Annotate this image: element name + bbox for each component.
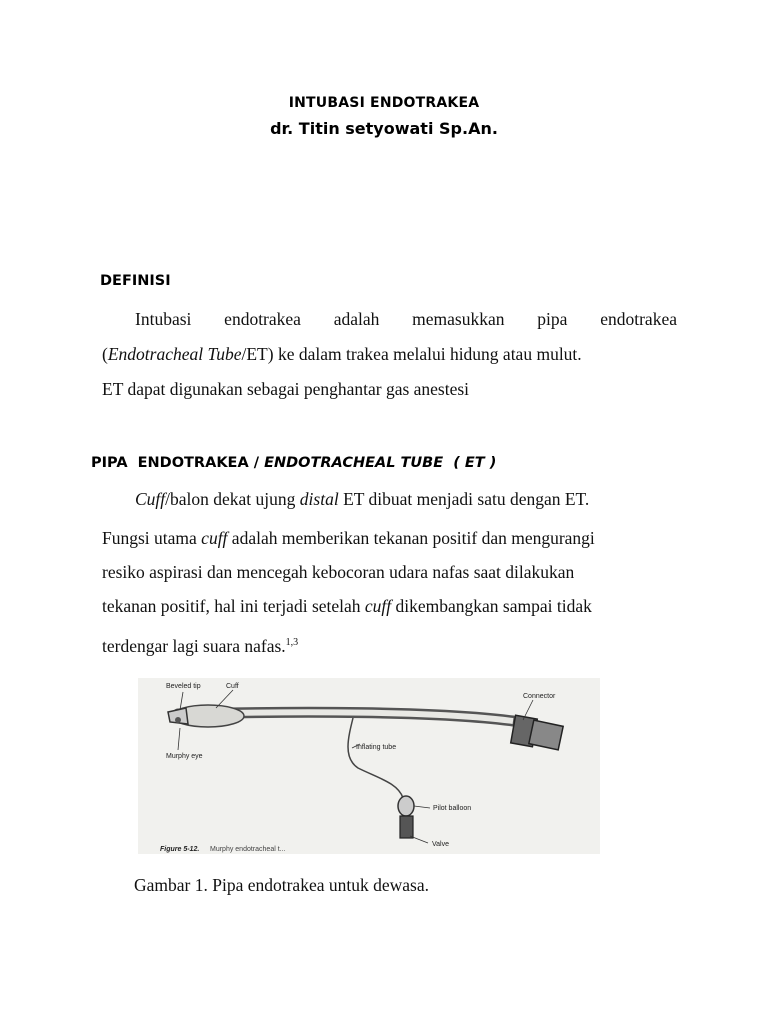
tube-illustration xyxy=(138,678,600,854)
word: adalah xyxy=(333,309,380,329)
text-span: /ET) ke dalam trakea melalui hidung atau mulut. xyxy=(241,344,582,364)
text-span: ET dibuat menjadi satu dengan ET. xyxy=(338,489,590,509)
pilot-balloon-shape xyxy=(398,796,414,816)
paragraph-line xyxy=(135,308,677,330)
text-span: Fungsi utama xyxy=(102,528,202,548)
label-inflating-tube: Inflating tube xyxy=(356,744,397,751)
connector-end xyxy=(529,720,563,750)
word: endotrakea xyxy=(600,309,677,329)
word: memasukkan xyxy=(412,309,505,329)
italic-term: cuff xyxy=(201,528,228,548)
text-span: ( xyxy=(102,344,108,364)
label-murphy-eye: Murphy eye xyxy=(166,753,203,760)
text-span: dikembangkan sampai tidak xyxy=(391,596,592,616)
word: Intubasi xyxy=(135,309,192,329)
italic-term: distal xyxy=(299,489,339,509)
italic-term: Endotracheal Tube xyxy=(107,344,242,364)
document-title: INTUBASI ENDOTRAKEA xyxy=(288,95,480,111)
document-author: dr. Titin setyowati Sp.An. xyxy=(270,119,498,138)
label-connector: Connector xyxy=(523,693,556,700)
italic-term: cuff xyxy=(364,596,392,616)
label-beveled-tip: Beveled tip xyxy=(166,683,201,690)
label-cuff: Cuff xyxy=(226,683,239,690)
murphy-eye-hole xyxy=(175,717,181,723)
paragraph-line: ET dapat digunakan sebagai penghantar gas anestesi xyxy=(102,379,470,399)
section-heading-pipa xyxy=(91,455,496,471)
inflating-tube-line xyxy=(348,718,403,798)
figure-caption-fragment: Murphy endotracheal t... xyxy=(210,846,286,853)
paragraph-line xyxy=(102,595,677,617)
figure-caption: Gambar 1. Pipa endotrakea untuk dewasa. xyxy=(134,875,429,895)
text-span: /balon dekat ujung xyxy=(165,489,300,509)
citation-superscript: 1,3 xyxy=(285,637,299,648)
valve-shape xyxy=(400,816,413,838)
heading-italic-text: ENDOTRACHEAL TUBE ( ET ) xyxy=(264,455,497,471)
heading-text: PIPA ENDOTRAKEA / xyxy=(91,455,265,471)
label-valve: Valve xyxy=(432,841,449,848)
text-span: terdengar lagi suara nafas. xyxy=(102,636,286,656)
text-span: adalah memberikan tekanan positif dan mengurangi xyxy=(227,528,595,548)
paragraph-line xyxy=(102,632,677,657)
endotracheal-tube-figure xyxy=(138,678,600,854)
paragraph-line: resiko aspirasi dan mencegah kebocoran udara nafas saat dilakukan xyxy=(102,562,575,582)
paragraph-line xyxy=(102,527,677,549)
label-pilot-balloon: Pilot balloon xyxy=(433,805,472,812)
paragraph-line xyxy=(135,488,677,510)
paragraph-line xyxy=(102,343,677,365)
word: endotrakea xyxy=(224,309,301,329)
section-heading-definisi: DEFINISI xyxy=(100,273,171,289)
figure-number: Figure 5-12. xyxy=(160,846,200,853)
text-span: tekanan positif, hal ini terjadi setelah xyxy=(102,596,365,616)
italic-term: Cuff xyxy=(135,489,166,509)
word: pipa xyxy=(537,309,568,329)
